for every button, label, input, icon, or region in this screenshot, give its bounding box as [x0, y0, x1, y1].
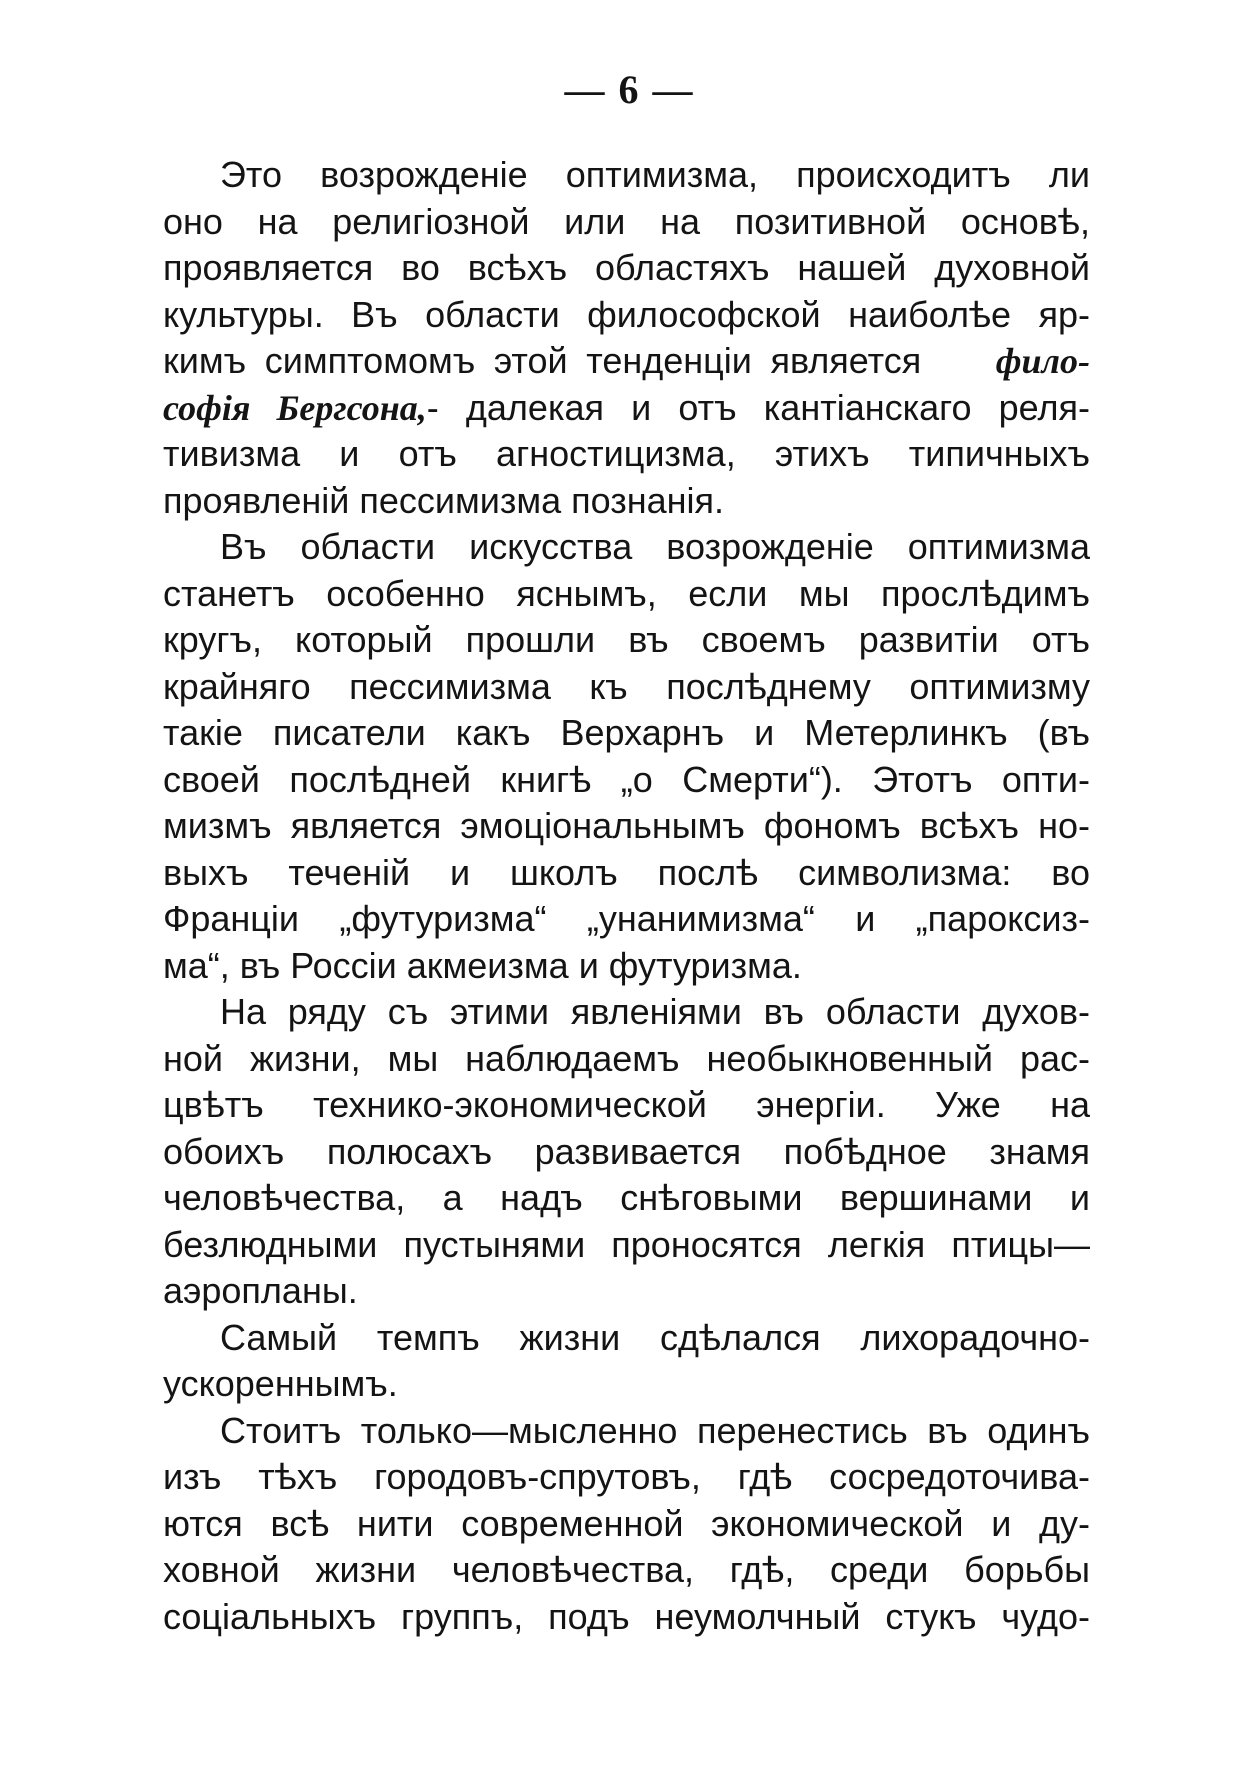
text-line: своей послѣдней книгѣ „о Смерти“). Этотъ опти- — [163, 758, 1090, 800]
text-line: человѣчества, а надъ снѣговыми вершинами и — [163, 1177, 1090, 1218]
text-line: ма“, въ Россіи акмеизма и футуризма. — [163, 944, 802, 986]
italic-emphasis: софія Бергсона, — [163, 387, 427, 428]
text-line: ховной жизни человѣчества, гдѣ, среди борьбы — [163, 1549, 1090, 1590]
text-line: оно на религіозной или на позитивной основѣ, — [163, 200, 1090, 242]
text-line: станетъ особенно яснымъ, если мы прослѣдимъ — [163, 572, 1090, 614]
italic-emphasis: фило- — [995, 341, 1090, 381]
text-line: Въ области искусства возрожденіе оптимизма — [220, 526, 1090, 567]
text-line: Самый темпъ жизни сдѣлался лихорадочно- — [220, 1316, 1090, 1358]
text-line: соціальныхъ группъ, подъ неумолчный стукъ чудо- — [163, 1595, 1090, 1637]
text-line: выхъ теченій и школъ послѣ символизма: во — [163, 851, 1090, 893]
paragraph — [163, 1315, 1090, 1408]
text-line: безлюдными пустынями проносятся легкія птицы— — [163, 1223, 1090, 1265]
text-line: проявленій пессимизма познанія. — [163, 479, 725, 521]
text-line: аэропланы. — [163, 1270, 358, 1311]
text-line: На ряду съ этими явленіями въ области духов- — [220, 991, 1090, 1032]
text-line: мизмъ является эмоціональнымъ фономъ всѣхъ но- — [163, 805, 1090, 846]
text-segment: кимъ симптомомъ этой тенденціи является — [163, 340, 922, 381]
text-line: Франціи „футуризма“ „унанимизма“ и „пароксиз- — [163, 898, 1090, 939]
text-line: Стоитъ только—мысленно перенестись въ одинъ — [220, 1409, 1090, 1451]
paragraph — [163, 152, 1090, 524]
text-line: такіе писатели какъ Верхарнъ и Метерлинкъ (въ — [163, 712, 1090, 753]
text-segment: - далекая и отъ кантіанскаго реля- — [426, 386, 1090, 428]
text-line: культуры. Въ области философской наиболѣе яр- — [163, 293, 1090, 335]
text-line — [163, 338, 1090, 385]
text-line: кругъ, который прошли въ своемъ развитіи отъ — [163, 619, 1090, 660]
text-line: цвѣтъ технико-экономической энергіи. Уже на — [163, 1084, 1090, 1125]
text-line: обоихъ полюсахъ развивается побѣдное знамя — [163, 1130, 1090, 1172]
body-text — [163, 152, 1090, 1640]
paragraph — [163, 524, 1090, 989]
text-line: проявляется во всѣхъ областяхъ нашей духовной — [163, 247, 1090, 288]
text-line: изъ тѣхъ городовъ-спрутовъ, гдѣ сосредоточива- — [163, 1456, 1090, 1497]
text-line: крайняго пессимизма къ послѣднему оптимизму — [163, 665, 1090, 707]
text-line: ускореннымъ. — [163, 1363, 398, 1404]
text-line — [163, 385, 1090, 432]
text-line: ной жизни, мы наблюдаемъ необыкновенный рас- — [163, 1037, 1090, 1079]
paragraph — [163, 989, 1090, 1315]
text-line: ются всѣ нити современной экономической и ду- — [163, 1502, 1090, 1544]
paragraph — [163, 1408, 1090, 1641]
text-line: тивизма и отъ агностицизма, этихъ типичныхъ — [163, 433, 1090, 474]
text-line: Это возрожденіе оптимизма, происходитъ ли — [220, 154, 1090, 195]
page-number: — 6 — — [564, 67, 695, 112]
